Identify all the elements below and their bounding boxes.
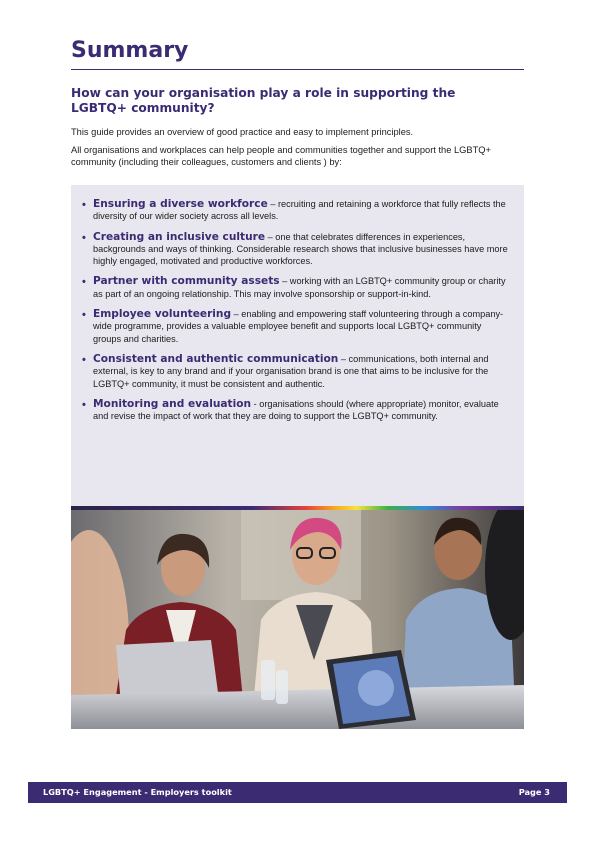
list-item-heading: Monitoring and evaluation bbox=[93, 397, 252, 410]
title-divider bbox=[71, 69, 524, 70]
list-item-text: – one that celebrates differences in experiences, backgrounds and ways of thinking. Considerable research shows that inclusive businesses have more highly engaged, motivated and productive workforces. bbox=[93, 231, 508, 267]
bullet-icon: • bbox=[82, 199, 86, 211]
meeting-photo bbox=[71, 510, 524, 729]
list-item bbox=[82, 308, 510, 345]
list-item-text: – recruiting and retaining a workforce that fully reflects the diversity of our wider society across all levels. bbox=[93, 199, 506, 222]
list-item-heading: Consistent and authentic communication bbox=[93, 352, 339, 365]
list-item bbox=[82, 198, 510, 223]
bullet-icon: • bbox=[82, 231, 86, 244]
intro-paragraph-2: All organisations and workplaces can help people and communities together and support the LGBTQ+ community (including their colleagues, customers and clients ) by: bbox=[71, 145, 491, 168]
list-item-heading: Employee volunteering bbox=[93, 308, 232, 321]
bullet-icon: • bbox=[82, 309, 86, 322]
list-item-text: - organisations should (where appropriate) monitor, evaluate and revise the impact of work that they are doing to support the LGBTQ+ community. bbox=[93, 398, 499, 422]
list-item-heading: Partner with community assets bbox=[93, 275, 280, 288]
footer-title: LGBTQ+ Engagement - Employers toolkit bbox=[43, 787, 232, 797]
list-item bbox=[82, 398, 510, 423]
list-item-text: – working with an LGBTQ+ community group or charity as part of an ongoing relationship. This may involve sponsorship or support-in-kind. bbox=[93, 276, 506, 299]
list-item-heading: Creating an inclusive culture bbox=[93, 230, 266, 243]
meeting-illustration bbox=[71, 510, 524, 729]
page-footer bbox=[28, 782, 567, 803]
list-item bbox=[82, 275, 510, 300]
page-number: Page 3 bbox=[518, 787, 550, 797]
list-item-text: – enabling and empowering staff volunteering through a company-wide programme, provides a valuable employee benefit and supports local LGBTQ+ community groups and charities. bbox=[93, 309, 504, 344]
intro-paragraph-1: This guide provides an overview of good practice and easy to implement principles. bbox=[71, 127, 414, 137]
bullet-icon: • bbox=[82, 398, 86, 411]
practice-list bbox=[82, 198, 510, 430]
list-item-heading: Ensuring a diverse workforce bbox=[93, 198, 268, 210]
list-item bbox=[82, 353, 510, 390]
page-title: Summary bbox=[71, 38, 189, 63]
section-subtitle: How can your organisation play a role in supporting the LGBTQ+ community? bbox=[71, 86, 456, 115]
list-item bbox=[82, 231, 510, 268]
list-item-text: – communications, both internal and external, is key to any brand and if your organisation brand is one that aims to be inclusive for the LGBTQ+ community, it must be consistent and authentic. bbox=[93, 353, 489, 389]
bullet-icon: • bbox=[82, 353, 86, 366]
bullet-icon: • bbox=[82, 276, 86, 289]
